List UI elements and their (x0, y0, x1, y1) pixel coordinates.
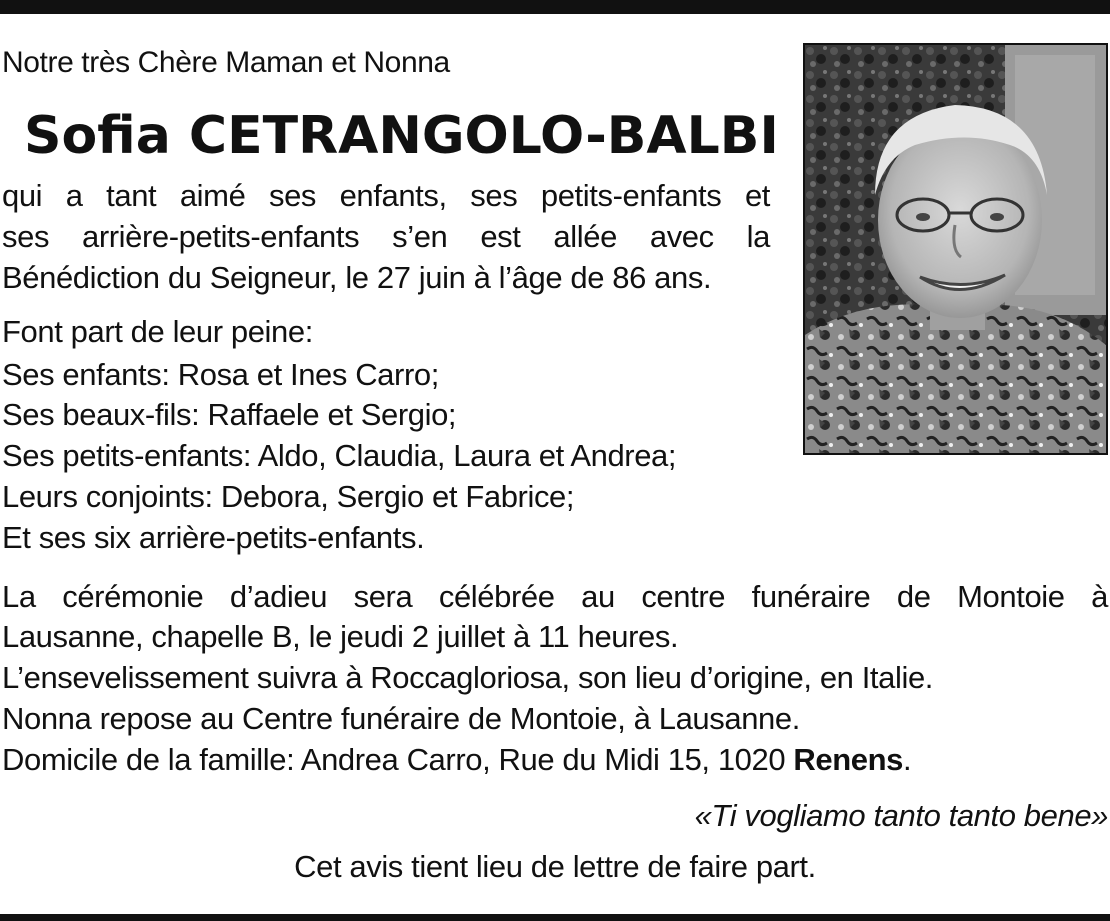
domicile-period: . (903, 742, 912, 777)
domicile-line (2, 741, 911, 779)
bottom-border-rule (0, 914, 1110, 921)
family-line-sons-in-law: Ses beaux-fils: Raffaele et Sergio; (2, 397, 457, 432)
repose-line: Nonna repose au Centre funéraire de Montoie, à Lausanne. (2, 701, 800, 736)
announcement-line-1: qui a tant aimé ses enfants, ses petits-enfants et (2, 178, 770, 213)
portrait-photo (803, 43, 1108, 455)
intro-line: Notre très Chère Maman et Nonna (2, 46, 450, 79)
family-line-grandchildren: Ses petits-enfants: Aldo, Claudia, Laura et Andrea; (2, 438, 677, 473)
announcement-line-2: ses arrière-petits-enfants s’en est allée avec la (2, 219, 770, 254)
family-line-spouses: Leurs conjoints: Debora, Sergio et Fabrice; (2, 479, 575, 514)
family-line-children: Ses enfants: Rosa et Ines Carro; (2, 357, 439, 392)
ceremony-line-2: Lausanne, chapelle B, le jeudi 2 juillet à 11 heures. (2, 619, 679, 654)
deceased-name: Sofia CETRANGOLO-BALBI (24, 106, 779, 166)
farewell-quote: «Ti vogliamo tanto tanto bene» (694, 798, 1108, 833)
closing-note: Cet avis tient lieu de lettre de faire part. (294, 849, 816, 884)
top-border-rule (0, 0, 1110, 14)
burial-line: L’ensevelissement suivra à Roccagloriosa, son lieu d’origine, en Italie. (2, 660, 934, 695)
family-line-great-grandchildren: Et ses six arrière-petits-enfants. (2, 520, 425, 555)
announcement-line-3: Bénédiction du Seigneur, le 27 juin à l’âge de 86 ans. (2, 260, 712, 295)
family-line-intro: Font part de leur peine: (2, 314, 313, 349)
portrait-image (805, 45, 1106, 453)
domicile-address: Domicile de la famille: Andrea Carro, Rue du Midi 15, 1020 (2, 742, 794, 777)
ceremony-line-1: La cérémonie d’adieu sera célébrée au centre funéraire de Montoie à (2, 579, 1108, 614)
domicile-city: Renens (793, 742, 904, 777)
